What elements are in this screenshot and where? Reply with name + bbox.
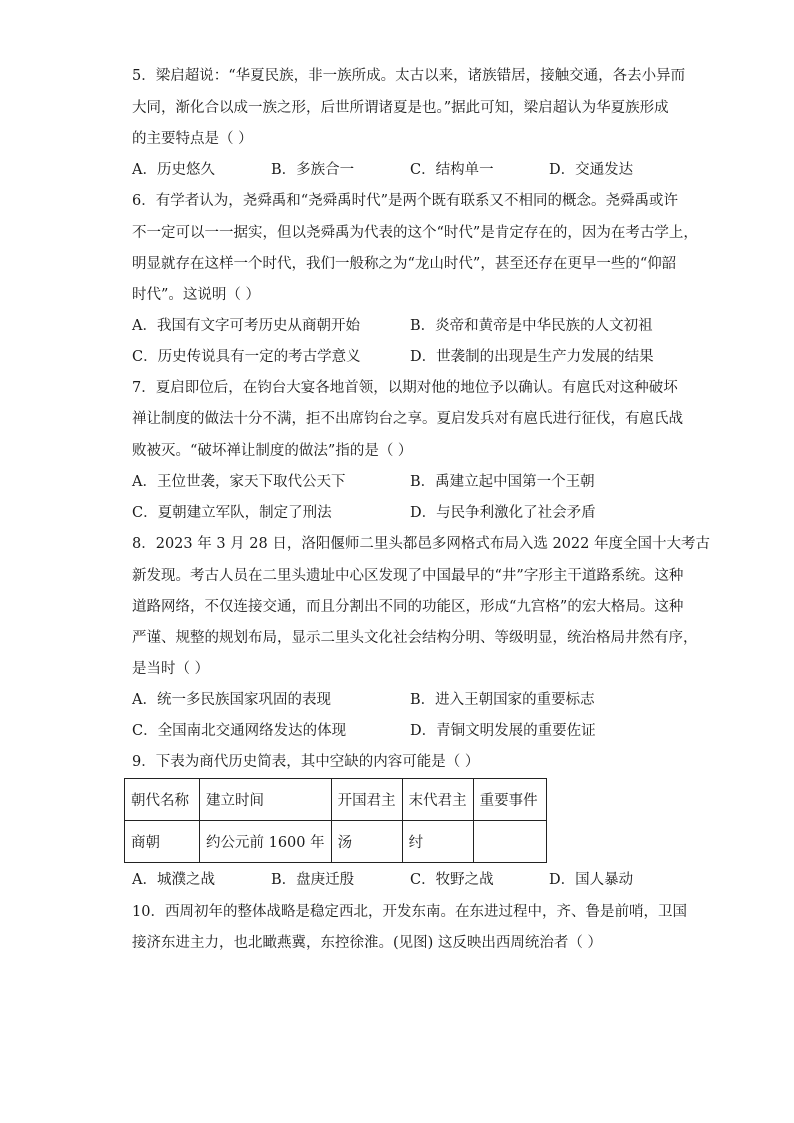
q6-option-d: D．世袭制的出现是生产力发展的结果	[410, 349, 654, 365]
q7-line-2: 禅让制度的做法十分不满，拒不出席钧台之享。夏启发兵对有扈氏进行征伐，有扈氏战	[132, 411, 683, 427]
table-cell: 商朝	[125, 821, 200, 863]
q5-option-a: A．历史悠久	[132, 162, 215, 178]
q9-option-d: D．国人暴动	[549, 872, 634, 888]
table-header-row	[125, 779, 547, 821]
q5-option-c: C．结构单一	[410, 162, 494, 178]
q6-line-1: 6．有学者认为，尧舜禹和“尧舜禹时代”是两个既有联系又不相同的概念。尧舜禹或许	[132, 193, 679, 209]
q5-line-1: 5．梁启超说：“华夏民族，非一族所成。太古以来，诸族错居，接触交通，各去小异而	[132, 68, 686, 84]
q6-option-c: C．历史传说具有一定的考古学意义	[132, 349, 361, 365]
q8-line-5: 是当时（ ）	[132, 661, 210, 677]
table-cell: 汤	[331, 821, 402, 863]
q5-option-b: B．多族合一	[271, 162, 355, 178]
q6-line-4: 时代”。这说明（ ）	[132, 287, 261, 303]
table-header-cell: 开国君主	[331, 779, 402, 821]
q5-option-d: D．交通发达	[549, 162, 634, 178]
table-header-cell: 朝代名称	[125, 779, 200, 821]
table-header-cell: 重要事件	[473, 779, 546, 821]
q7-line-1: 7．夏启即位后，在钧台大宴各地首领，以期对他的地位予以确认。有扈氏对这种破坏	[132, 380, 678, 396]
table-cell: 纣	[402, 821, 473, 863]
q7-option-a: A．王位世袭，家天下取代公天下	[132, 474, 346, 490]
q8-line-3: 道路网络，不仅连接交通，而且分割出不同的功能区，形成“九宫格”的宏大格局。这种	[132, 599, 684, 615]
q9-line-1: 9．下表为商代历史简表，其中空缺的内容可能是（ ）	[132, 754, 480, 770]
q7-option-d: D．与民争利激化了社会矛盾	[410, 505, 596, 521]
q6-line-2: 不一定可以一一据实，但以尧舜禹为代表的这个“时代”是肯定存在的，因为在考古学上，	[132, 225, 698, 241]
q7-option-b: B．禹建立起中国第一个王朝	[410, 474, 595, 490]
table-header-cell: 末代君主	[402, 779, 473, 821]
q6-option-a: A．我国有文字可考历史从商朝开始	[132, 318, 360, 334]
table-row	[125, 821, 547, 863]
table-header-cell: 建立时间	[200, 779, 332, 821]
q9-option-a: A．城濮之战	[132, 872, 215, 888]
shang-dynasty-table	[124, 778, 547, 863]
q7-line-3: 败被灭。“破坏禅让制度的做法”指的是（ ）	[132, 443, 413, 459]
q8-line-4: 严谨、规整的规划布局，显示二里头文化社会结构分明、等级明显，统治格局井然有序，	[132, 630, 698, 646]
q9-option-b: B．盘庚迁殷	[271, 872, 355, 888]
q6-line-3: 明显就存在这样一个时代，我们一般称之为“龙山时代”，甚至还存在更早一些的“仰韶	[132, 256, 677, 272]
table-cell-blank	[473, 821, 546, 863]
table-cell: 约公元前 1600 年	[200, 821, 332, 863]
q7-option-c: C．夏朝建立军队，制定了刑法	[132, 505, 332, 521]
q10-line-2: 接济东进主力，也北瞰燕冀，东控徐淮。(见图) 这反映出西周统治者（ ）	[132, 935, 603, 951]
q6-option-b: B．炎帝和黄帝是中华民族的人文初祖	[410, 318, 653, 334]
q8-option-b: B．进入王朝国家的重要标志	[410, 692, 595, 708]
q8-option-c: C．全国南北交通网络发达的体现	[132, 723, 347, 739]
q5-line-3: 的主要特点是（ ）	[132, 131, 253, 147]
q10-line-1: 10．西周初年的整体战略是稳定西北，开发东南。在东进过程中，齐、鲁是前哨，卫国	[132, 904, 687, 920]
q9-option-c: C．牧野之战	[410, 872, 494, 888]
q5-line-2: 大同，渐化合以成一族之形，后世所谓诸夏是也。”据此可知，梁启超认为华夏族形成	[132, 100, 669, 116]
q8-option-a: A．统一多民族国家巩固的表现	[132, 692, 331, 708]
q8-line-2: 新发现。考古人员在二里头遗址中心区发现了中国最早的“井”字形主干道路系统。这种	[132, 568, 684, 584]
q8-line-1: 8．2023 年 3 月 28 日，洛阳偃师二里头都邑多网格式布局入选 2022 年度全国十大考古	[132, 536, 710, 552]
q8-option-d: D．青铜文明发展的重要佐证	[410, 723, 596, 739]
